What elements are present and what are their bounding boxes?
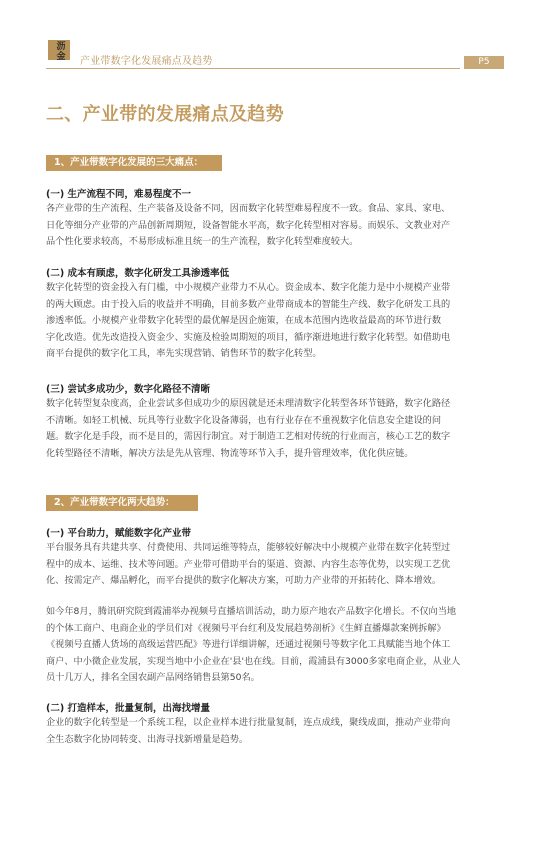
paragraph-line: 的个体工商户、电商企业的学员们对《视频号平台红利及发展趋势剖析》《生鲜直播爆款案例拆解》 [46, 622, 446, 634]
paragraph-line: 平台服务具有共建共享、付费使用、共同运维等特点，能够较好解决中小规模产业带在数字化转型过 [46, 542, 451, 553]
header-title: 产业带数字化发展痛点及趋势 [80, 56, 213, 67]
paragraph-line: 员十几万人，排名全国农副产品网络销售县第50名。 [46, 672, 260, 683]
paragraph-line: 商户、中小微企业发展，实现当地中小企业在'县'也在线。目前，霞浦县有3000多家电商企业，从业人 [46, 655, 461, 667]
paragraph-line: 《视频号直播人货场的高级运营匹配》等进行详细讲解，还通过视频号等数字化工具赋能当地个体工 [46, 639, 451, 650]
brand-logo [46, 42, 74, 70]
paragraph-line: 不清晰。如轻工机械、玩具等行业数字化设备薄弱，也有行业存在不重视数字化信息安全建设的问 [46, 414, 442, 426]
page-number: P5 [464, 56, 504, 69]
pain3-paragraph [46, 396, 504, 462]
trends-banner: 2、产业带数字化两大趋势： [46, 495, 198, 511]
paragraph-line: 程中的成本、运维、技术等问题。产业带可借助平台的渠道、资源、内容生态等优势，以实现工艺优 [46, 558, 451, 570]
paragraph-line: 如今年8月，腾讯研究院到霞浦举办视频号直播培训活动，助力原产地农产品数字化增长。不仅向当地 [46, 606, 457, 617]
trend1-example-paragraph [46, 604, 504, 687]
logo-text-top: 沥 [56, 42, 66, 52]
logo-text-bottom: 金 [56, 52, 66, 62]
paragraph-line: 各产业带的生产流程、生产装备及设备不同，因而数字化转型难易程度不一致。食品、家具、家电、 [46, 203, 451, 214]
paragraph-line: 品个性化要求较高，不易形成标准且统一的生产流程，数字化转型难度较大。 [46, 236, 359, 247]
paragraph-line: 数字化转型的资金投入有门槛，中小规模产业带力不从心。资金成本、数字化能力是中小规模产业带 [46, 282, 451, 293]
trend1-paragraph [46, 540, 504, 590]
paragraph-line: 渗透率低。小规模产业带数字化转型的最优解是因企施策，在成本范围内选收益最高的环节进行数 [46, 315, 442, 326]
pain2-heading: (二) 成本有顾虑，数字化研发工具渗透率低 [46, 268, 229, 279]
paragraph-line: 数字化转型复杂度高，企业尝试多但成功少的原因就是还未理清数字化转型各环节链路，数字化路径 [46, 398, 451, 409]
paragraph-line: 题。数字化是手段，而不是目的，需因行制宜。对于制造工艺相对传统的行业而言，核心工艺的数字 [46, 431, 451, 442]
pain1-paragraph [46, 201, 504, 251]
paragraph-line: 日化等细分产业带的产品创新周期短，设备智能水平高，数字化转型相对容易。而娱乐、文教业对产 [46, 219, 451, 231]
trend1-heading: (一) 平台助力，赋能数字化产业带 [46, 528, 191, 539]
paragraph-line: 字化改造。优先改造投入资金少、实施及检验周期短的项目，循序渐进地进行数字化转型。如借助电 [46, 331, 451, 343]
pain1-heading: (一) 生产流程不同，难易程度不一 [46, 189, 191, 200]
page-header [46, 42, 504, 70]
trend2-heading: (二) 打造样本，批量复制，出海找增量 [46, 703, 210, 714]
paragraph-line: 的两大顾虑。由于投入后的收益并不明确，目前多数产业带商成本的智能生产线、数字化研发工具的 [46, 298, 451, 310]
paragraph-line: 企业的数字化转型是一个系统工程，以企业样本进行批量复制，连点成线，聚线成面，推动产业带向 [46, 717, 451, 728]
pain3-heading: (三) 尝试多成功少，数字化路径不清晰 [46, 384, 210, 395]
section-title: 二、产业带的发展痛点及趋势 [46, 104, 284, 125]
paragraph-line: 全生态数字化协同转变、出海寻找新增量是趋势。 [46, 733, 249, 745]
pain-points-banner: 1、产业带数字化发展的三大痛点： [46, 155, 222, 171]
pain2-paragraph [46, 280, 504, 363]
trend2-paragraph [46, 715, 504, 748]
logo-text [49, 42, 73, 62]
paragraph-line: 化、按需定产、爆品孵化，而平台提供的数字化解决方案，可助力产业带的开拓转化、降本增效。 [46, 575, 442, 586]
header-divider [46, 68, 460, 69]
paragraph-line: 商平台提供的数字化工具，率先实现营销、销售环节的数字化转型。 [46, 348, 322, 359]
paragraph-line: 化转型路径不清晰，解决方法是先从管理、物流等环节入手，提升管理效率，优化供应链。 [46, 447, 414, 459]
